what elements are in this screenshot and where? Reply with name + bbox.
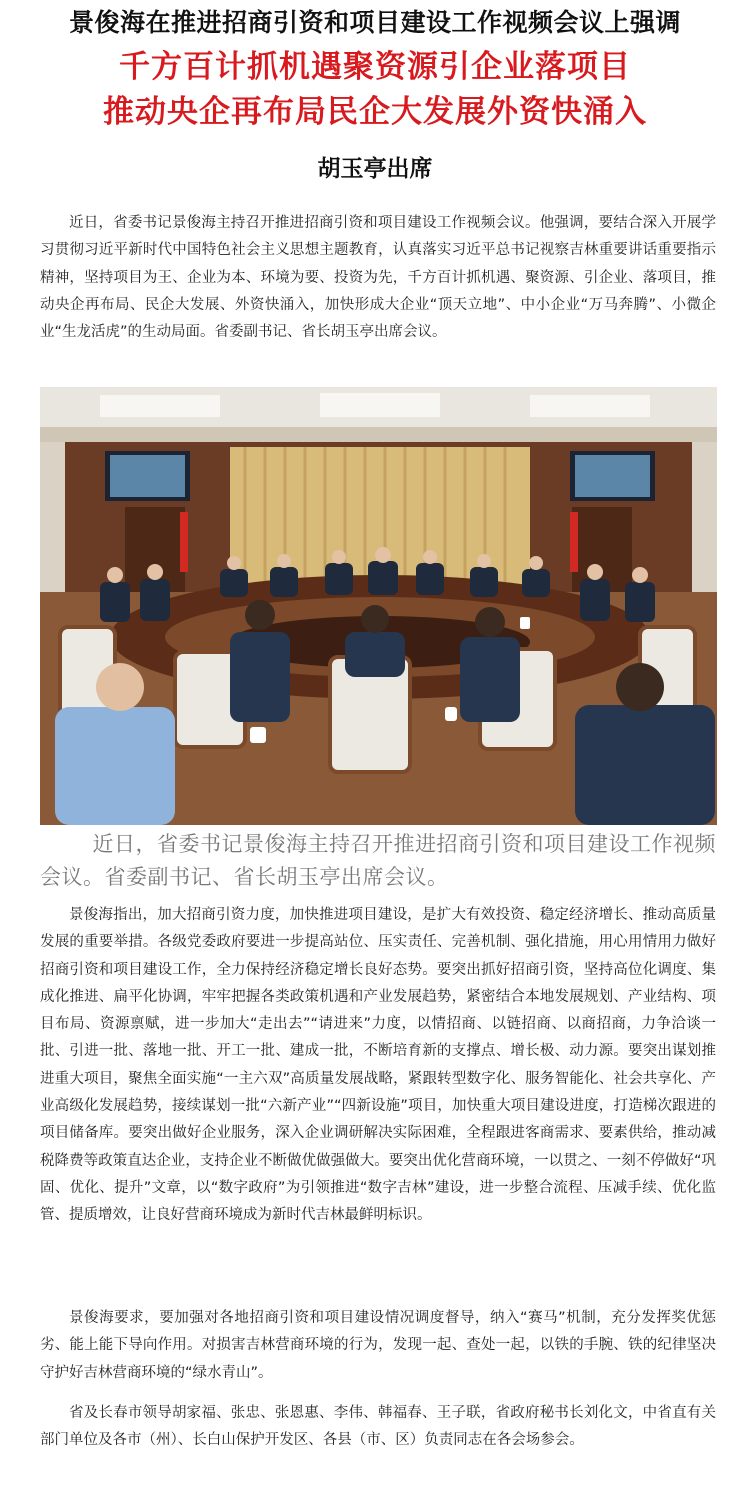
headline-line-1: 千方百计抓机遇聚资源引企业落项目 — [119, 49, 631, 85]
paragraph-main: 景俊海指出，加大招商引资力度，加快推进项目建设，是扩大有效投资、稳定经济增长、推动高质量发展的重要举措。各级党委政府要进一步提高站位、压实责任、完善机制、强化措施，用心用情用力做好招商引资和项目建设工作，全力保持经济稳定增长良好态势。要突出抓好招商引资，坚持高位化调度、集成化推进、扁平化协调，牢牢把握各类政策机遇和产业发展趋势，紧密结合本地发展规划、产业结构、项目布局、资源禀赋，进一步加大“走出去”“请进来”力度，以情招商、以链招商、以商招商，力争洽谈一批、引进一批、落地一批、开工一批、建成一批，不断培育新的支撑点、增长极、动力源。要突出谋划推进重大项目，聚焦全面实施“一主六双”高质量发展战略，紧跟转型数字化、服务智能化、社会共享化、产业高级化发展趋势，接续谋划一批“六新产业”“四新设施”项目，加快重大项目建设进度，打造梯次跟进的项目储备库。要突出做好企业服务，深入企业调研解决实际困难，全程跟进客商需求、要素供给，推动减税降费等政策直达企业，支持企业不断做优做强做大。要突出优化营商环境，一以贯之、一刻不停做好“巩固、优化、提升”文章，以“数字政府”为引领推进“数字吉林”建设，进一步整合流程、压减手续、优化监管、提质增效，让良好营商环境成为新时代吉林最鲜明标识。 — [40, 907, 716, 1224]
photo-caption: 近日，省委书记景俊海主持召开推进招商引资和项目建设工作视频会议。省委副书记、省长胡玉亭出席会议。 — [40, 832, 716, 889]
paragraph-intro: 近日，省委书记景俊海主持召开推进招商引资和项目建设工作视频会议。他强调，要结合深入开展学习贯彻习近平新时代中国特色社会主义思想主题教育，认真落实习近平总书记视察吉林重要讲话重要指示精神，坚持项目为王、企业为本、环境为要、投资为先，千方百计抓机遇、聚资源、引企业、落项目，推动央企再布局、民企大发展、外资快涌入，加快形成大企业“顶天立地”、中小企业“万马奔腾”、小微企业“生龙活虎”的生动局面。省委副书记、省长胡玉亭出席会议。 — [40, 215, 716, 341]
paragraph-attendees: 省及长春市领导胡家福、张忠、张恩惠、李伟、韩福春、王子联，省政府秘书长刘化文，中省直有关部门单位及各市（州）、长白山保护开发区、各县（市、区）负责同志在各会场参会。 — [40, 1405, 716, 1449]
headline-line-2: 推动央企再布局民企大发展外资快涌入 — [103, 94, 647, 130]
meeting-photo — [40, 387, 717, 825]
article-kicker: 景俊海在推进招商引资和项目建设工作视频会议上强调 — [68, 8, 681, 37]
subheadline: 胡玉亭出席 — [317, 155, 433, 182]
paragraph-requirements: 景俊海要求，要加强对各地招商引资和项目建设情况调度督导，纳入“赛马”机制，充分发挥奖优惩劣、能上能下导向作用。对损害吉林营商环境的行为，发现一起、查处一起，以铁的手腕、铁的纪律坚决守护好吉林营商环境的“绿水青山”。 — [40, 1310, 716, 1381]
